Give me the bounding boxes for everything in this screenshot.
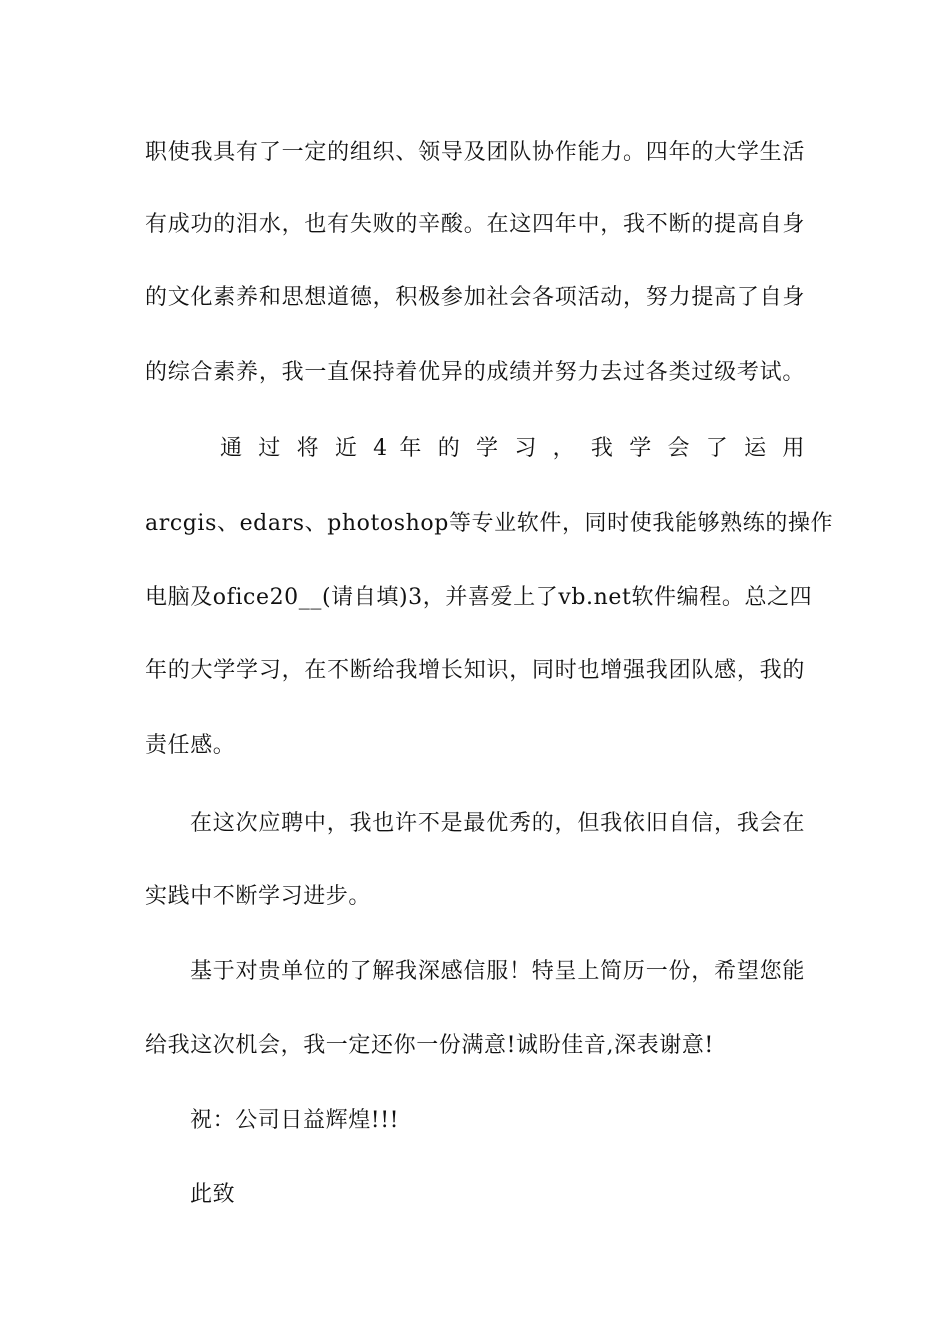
paragraph-line: arcgis、edars、photoshop等专业软件，同时使我能够熟练的操作 (145, 511, 834, 536)
paragraph-line: 通 过 将 近 4 年 的 学 习 ， 我 学 会 了 运 用 (220, 436, 805, 461)
paragraph-line: 给我这次机会，我一定还你一份满意!诚盼佳音,深表谢意! (145, 1033, 714, 1058)
closing-wish: 祝：公司日益辉煌!!! (190, 1108, 400, 1133)
closing-salutation: 此致 (190, 1182, 236, 1207)
paragraph-line: 有成功的泪水，也有失败的辛酸。在这四年中，我不断的提高自身 (145, 212, 805, 237)
paragraph-line: 职使我具有了一定的组织、领导及团队协作能力。四年的大学生活 (145, 140, 805, 165)
paragraph-line: 基于对贵单位的了解我深感信服！特呈上简历一份，希望您能 (190, 959, 805, 984)
paragraph-line: 实践中不断学习进步。 (145, 884, 372, 909)
paragraph-line: 在这次应聘中，我也许不是最优秀的，但我依旧自信，我会在 (190, 811, 805, 836)
paragraph-line: 年的大学学习，在不断给我增长知识，同时也增强我团队感，我的 (145, 658, 805, 683)
paragraph-line: 的综合素养，我一直保持着优异的成绩并努力去过各类过级考试。 (145, 360, 805, 385)
paragraph-line: 责任感。 (145, 733, 236, 758)
paragraph-line: 的文化素养和思想道德，积极参加社会各项活动，努力提高了自身 (145, 285, 805, 310)
paragraph-line: 电脑及ofice20__(请自填)3，并喜爱上了vb.net软件编程。总之四 (145, 585, 813, 610)
